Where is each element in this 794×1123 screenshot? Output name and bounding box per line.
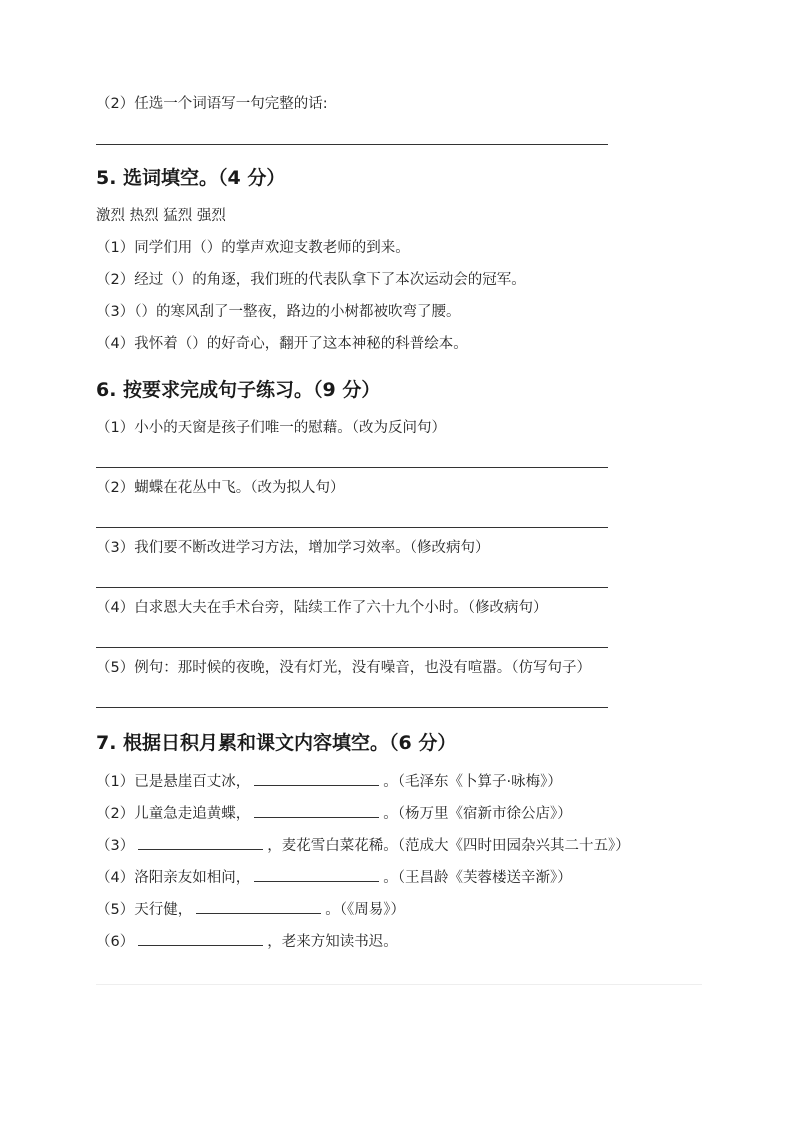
q7-item-1-post: 。（毛泽东《卜算子·咏梅》） bbox=[383, 774, 562, 790]
answer-line-q6-5[interactable] bbox=[96, 707, 608, 708]
q5-item-2: （2）经过（）的角逐，我们班的代表队拿下了本次运动会的冠军。 bbox=[96, 272, 526, 288]
q6-item-3: （3）我们要不断改进学习方法，增加学习效率。（修改病句） bbox=[96, 540, 490, 556]
q7-item-4 bbox=[96, 867, 572, 888]
answer-line-q6-1[interactable] bbox=[96, 467, 608, 468]
q7-title: 7. 根据日积月累和课文内容填空。（6 分） bbox=[96, 732, 457, 754]
q7-item-1-pre: （1）已是悬崖百丈冰， bbox=[96, 774, 251, 790]
fill-blank[interactable] bbox=[254, 771, 379, 786]
q5-item-1: （1）同学们用（）的掌声欢迎支教老师的到来。 bbox=[96, 240, 410, 256]
q7-item-4-post: 。（王昌龄《芙蓉楼送辛渐》） bbox=[383, 870, 572, 886]
answer-line-q6-4[interactable] bbox=[96, 647, 608, 648]
fill-blank[interactable] bbox=[254, 803, 379, 818]
q6-item-1: （1）小小的天窗是孩子们唯一的慰藉。（改为反问句） bbox=[96, 420, 446, 436]
q5-item-4: （4）我怀着（）的好奇心，翻开了这本神秘的科普绘本。 bbox=[96, 336, 468, 352]
q7-item-2-pre: （2）儿童急走追黄蝶， bbox=[96, 806, 251, 822]
fill-blank[interactable] bbox=[138, 835, 263, 850]
q5-item-3: （3）（）的寒风刮了一整夜，路边的小树都被吹弯了腰。 bbox=[96, 304, 461, 320]
q7-item-5-pre: （5）天行健， bbox=[96, 902, 193, 918]
q7-item-5-post: 。（《周易》） bbox=[325, 902, 405, 918]
page-footer-divider bbox=[96, 984, 702, 985]
q7-item-4-pre: （4）洛阳亲友如相问， bbox=[96, 870, 251, 886]
q4-part2-prompt: （2）任选一个词语写一句完整的话: bbox=[96, 96, 328, 112]
answer-line-q4-2[interactable] bbox=[96, 144, 608, 145]
q7-item-6 bbox=[96, 931, 398, 952]
q7-item-3 bbox=[96, 835, 630, 856]
q5-title: 5. 选词填空。（4 分） bbox=[96, 167, 286, 189]
q7-item-2-post: 。（杨万里《宿新市徐公店》） bbox=[383, 806, 572, 822]
answer-line-q6-3[interactable] bbox=[96, 587, 608, 588]
q6-title: 6. 按要求完成句子练习。（9 分） bbox=[96, 379, 381, 401]
q6-item-5: （5）例句：那时候的夜晚，没有灯光，没有噪音，也没有喧嚣。（仿写句子） bbox=[96, 660, 591, 676]
q7-item-6-pre: （6） bbox=[96, 934, 135, 950]
q6-item-4: （4）白求恩大夫在手术台旁，陆续工作了六十九个小时。（修改病句） bbox=[96, 600, 548, 616]
q7-item-3-pre: （3） bbox=[96, 838, 135, 854]
q7-item-1 bbox=[96, 771, 562, 792]
q5-word-bank: 激烈 热烈 猛烈 强烈 bbox=[96, 208, 226, 224]
fill-blank[interactable] bbox=[138, 931, 263, 946]
fill-blank[interactable] bbox=[196, 899, 321, 914]
q7-item-5 bbox=[96, 899, 405, 920]
fill-blank[interactable] bbox=[254, 867, 379, 882]
q7-item-2 bbox=[96, 803, 572, 824]
answer-line-q6-2[interactable] bbox=[96, 527, 608, 528]
q6-item-2: （2）蝴蝶在花丛中飞。（改为拟人句） bbox=[96, 480, 345, 496]
q7-item-6-post: ，老来方知读书迟。 bbox=[267, 934, 398, 950]
q7-item-3-post: ，麦花雪白菜花稀。（范成大《四时田园杂兴其二十五》） bbox=[267, 838, 630, 854]
